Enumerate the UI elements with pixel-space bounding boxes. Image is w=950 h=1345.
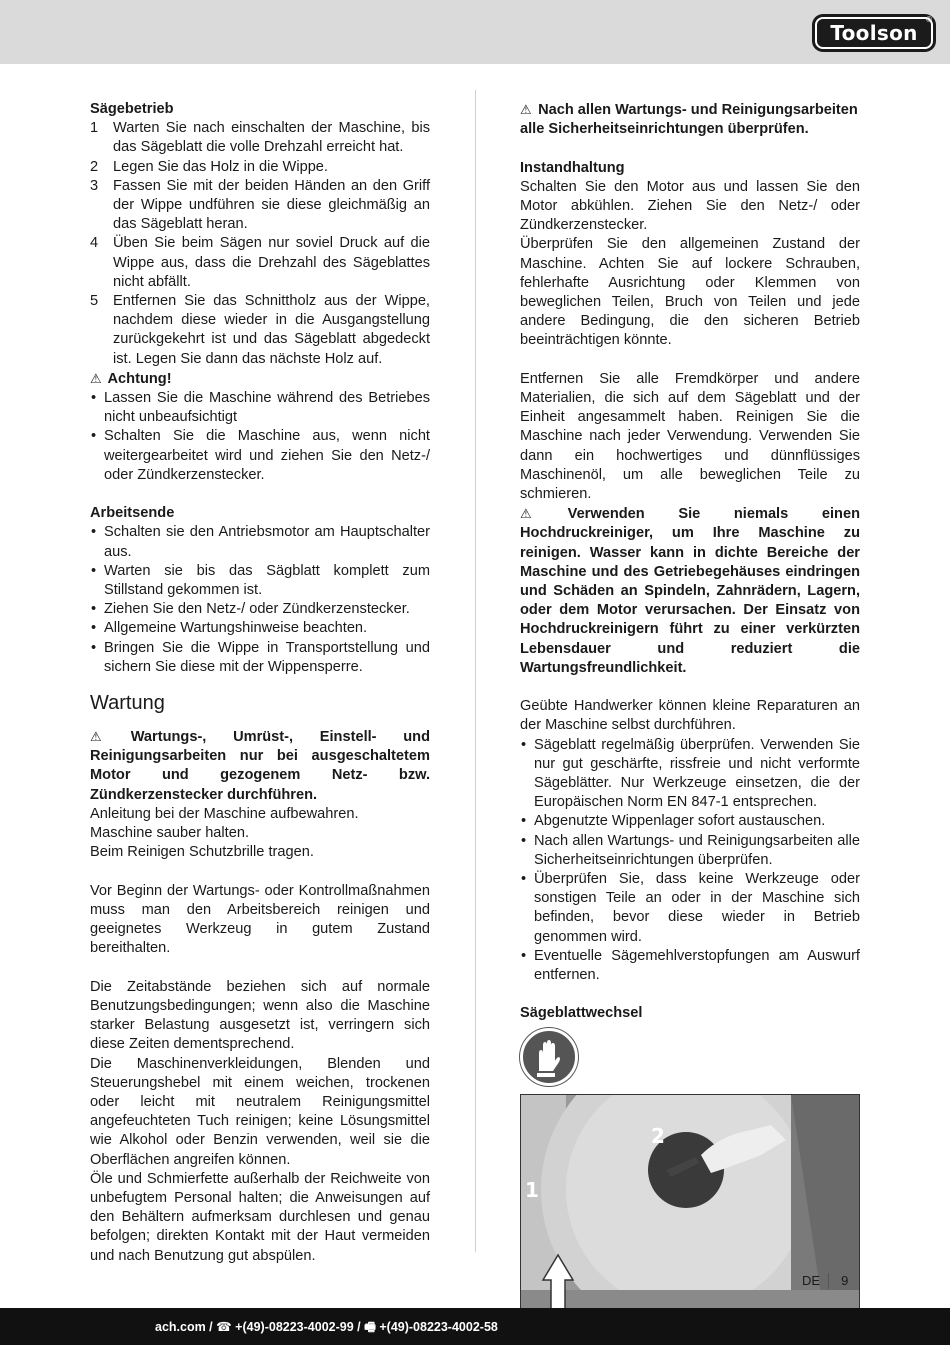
language-code: DE xyxy=(802,1273,821,1288)
text-line: Anleitung bei der Maschine aufbewahren. xyxy=(90,805,359,822)
list-item: 4 Üben Sie beim Sägen nur soviel Druck auf die Wippe aus, dass die Drehzahl des Sägeblattes nicht abfällt. xyxy=(90,235,430,290)
bullet-item: • Schalten sie den Antriebsmotor am Hauptschalter aus. xyxy=(91,524,430,560)
bullet-item: • Warten sie bis das Sägblatt komplett zum Stillstand gekommen ist. xyxy=(91,562,430,599)
bullet-item: • Schalten Sie die Maschine aus, wenn nicht weitergearbeitet wird und ziehen Sie den Netz-/ oder Zündkerzenstecker. xyxy=(91,428,430,483)
brand-name: Toolson xyxy=(830,21,918,45)
bullet-item: • Ziehen Sie den Netz-/ oder Zündkerzenstecker. xyxy=(91,601,410,618)
column-divider xyxy=(475,90,476,1252)
text-line: Maschine sauber halten. xyxy=(90,825,250,842)
page-number xyxy=(802,1273,848,1289)
maintenance-warning: ⚠ Wartungs-, Umrüst-, Einstell- und Reinigungsarbeiten nur bei ausgeschaltetem Motor und gezogenem Netz- bzw. Zündkerzenstecker durchführen. xyxy=(90,729,430,803)
paragraph: Schalten Sie den Motor aus und lassen Sie den Motor abkühlen. Ziehen Sie den Netz-/ oder Zündkerzenstecker. xyxy=(520,178,860,234)
registered-mark: ® xyxy=(926,15,932,24)
paragraph: Überprüfen Sie den allgemeinen Zustand der Maschine. Achten Sie auf lockere Schrauben, fehlerhafte Ausrichtung oder Klemmen von beweglichen Teilen, Bruch von Teilen und jede andere Bedingung, die den sicheren Betrieb beeinträchtigen könnte. xyxy=(520,236,860,349)
list-item: 2 Legen Sie das Holz in die Wippe. xyxy=(90,158,328,175)
bullet-item: • Allgemeine Wartungshinweise beachten. xyxy=(91,620,368,637)
paragraph: Geübte Handwerker können kleine Reparaturen an der Maschine selbst durchführen. xyxy=(520,698,860,734)
paragraph: Die Zeitabstände beziehen sich auf normale Benutzungsbedingungen; wenn also die Maschine starker Belastung ausgesetzt ist, verringern sich diese Zeiten dementsprechend. xyxy=(90,978,430,1053)
paragraph: Die Maschinenverkleidungen, Blenden und Steuerungshebel mit einem weichen, trockenen oder leicht mit neutralem Reinigungsmittel angefeuchteten Tuch reinigen; keine Lösungsmittel wie Alkohol oder Benzin verwenden, weil sie die Oberflächen angreifen können. xyxy=(90,1055,430,1168)
bullet-item: • Sägeblatt regelmäßig überprüfen. Verwenden Sie nur gut geschärfte, rissfreie und nicht verformte Sägeblätter. Nur Werkzeuge einsetzen, die der Europäischen Norm EN 847-1 entsprechen. xyxy=(521,736,860,811)
bullet-item: • Nach allen Wartungs- und Reinigungsarbeiten alle Sicherheitseinrichtungen überprüfen. xyxy=(521,832,860,868)
warning-heading: ⚠ Achtung! xyxy=(90,370,172,387)
list-item: 1 Warten Sie nach einschalten der Maschine, bis das Sägeblatt die volle Drehzahl erreicht hat. xyxy=(90,120,430,156)
paragraph: Entfernen Sie alle Fremdkörper und andere Materialien, die sich auf dem Sägeblatt und der Einheit angesammelt haben. Reinigen Sie die Maschine nach jeder Verwendung. Verwenden Sie dann ein hochwertiges und dünnflüssiges Maschinenöl, um alle beweglichen Teile zu schmieren. xyxy=(520,370,860,503)
bullet-item: • Eventuelle Sägemehlverstopfungen am Auswurf entfernen. xyxy=(521,947,860,984)
text-line: Beim Reinigen Schutzbrille tragen. xyxy=(90,844,314,861)
paragraph: Vor Beginn der Wartungs- oder Kontrollmaßnahmen muss man den Arbeitsbereich reinigen und geeignetes Werkzeug in gutem Zustand bereithalten. xyxy=(90,882,430,957)
page-number-value: 9 xyxy=(841,1273,849,1288)
warning-triangle-icon: ⚠ xyxy=(520,102,532,117)
blade-change-photo xyxy=(520,1094,860,1334)
right-column xyxy=(520,100,860,1334)
photo-callout-1: 1 xyxy=(525,1177,539,1202)
section-title-saegeblattwechsel: Sägeblattwechsel xyxy=(520,1005,643,1022)
bullet-item: • Lassen Sie die Maschine während des Betriebes nicht unbeaufsichtigt xyxy=(91,390,430,426)
bullet-item: • Bringen Sie die Wippe in Transportstellung und sichern Sie diese mit der Wippensperre. xyxy=(91,639,430,675)
header-bar xyxy=(0,0,950,64)
footer-bar xyxy=(0,1308,950,1345)
photo-callout-2: 2 xyxy=(651,1123,665,1148)
toolson-logo xyxy=(812,14,936,52)
left-column xyxy=(90,100,430,1266)
contact-info: ach.com / ☎ +(49)-08223-4002-99 / 🖷 +(49)-08223-4002-58 xyxy=(155,1320,498,1334)
maintenance-safety-warning: ⚠ Nach allen Wartungs- und Reinigungsarbeiten alle Sicherheitseinrichtungen überprüfen. xyxy=(520,102,858,138)
list-item: 3 Fassen Sie mit der beiden Händen an den Griff der Wippe undführen sie diese gleichmäßig an das Sägeblatt heran. xyxy=(90,177,430,233)
warning-triangle-icon: ⚠ xyxy=(90,370,102,386)
paragraph: Öle und Schmierfette außerhalb der Reichweite von unbefugtem Personal halten; die Anweisungen auf den Behältern aufmerksam durchlesen und genau befolgen; direkten Kontakt mit der Haut vermeiden und nach Benutzung gut abspülen. xyxy=(90,1170,430,1264)
warning-triangle-icon: ⚠ xyxy=(90,729,102,745)
pressure-washer-warning: ⚠ Verwenden Sie niemals einen Hochdruckreiniger, um Ihre Maschine zu reinigen. Wasser kann in dichte Bereiche der Maschine und des Getriebegehäuses eindringen und Schäden an Spindeln, Zahnrädern, Lagern, oder dem Motor verursachen. Der Einsatz von Hochdruckreinigern führt zu einer verkürzten Lebensdauer und reduziert die Wartungsfreundlichkeit. xyxy=(520,506,860,676)
bullet-item: • Überprüfen Sie, dass keine Werkzeuge oder sonstigen Teile an oder in der Maschine sich befinden, bevor diese wieder in Betrieb genommen wird. xyxy=(521,871,860,945)
safety-gloves-icon xyxy=(520,1028,578,1086)
section-title-arbeitsende: Arbeitsende xyxy=(90,505,175,522)
section-heading-wartung: Wartung xyxy=(90,692,165,715)
section-title-instandhaltung: Instandhaltung xyxy=(520,159,625,176)
list-item: 5 Entfernen Sie das Schnittholz aus der Wippe, nachdem diese wieder in die Ausgangstellung zurückgekehrt ist und das Sägeblatt abgedeckt ist. Legen Sie dann das nächste Holz auf. xyxy=(90,293,430,367)
warning-triangle-icon: ⚠ xyxy=(520,506,532,522)
section-title-saegebetrieb: Sägebetrieb xyxy=(90,101,174,117)
bullet-item: • Abgenutzte Wippenlager sofort austauschen. xyxy=(521,813,826,830)
